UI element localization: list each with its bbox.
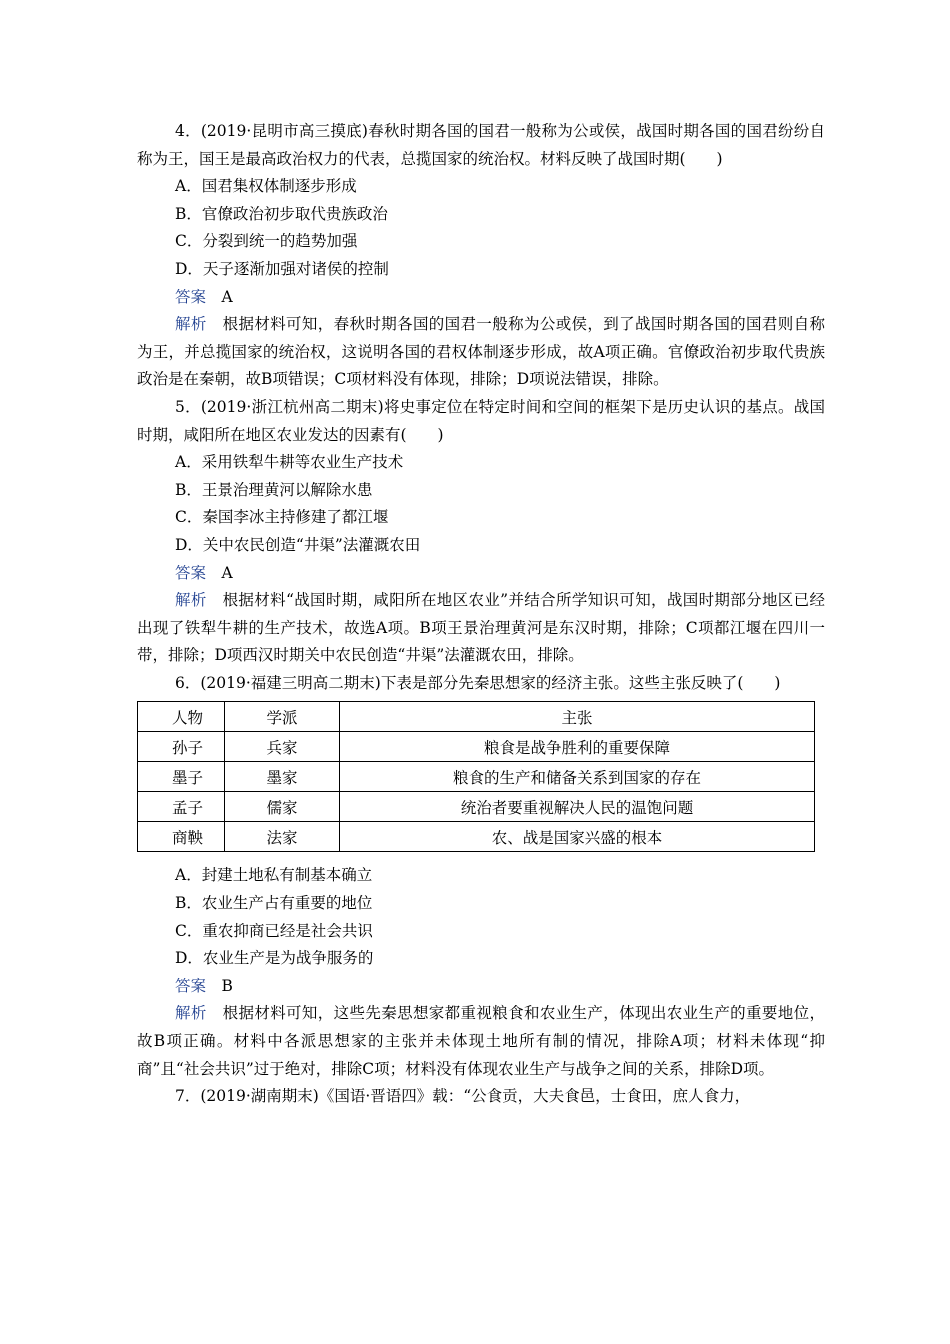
answer-value: B [221,976,233,995]
question-4-answer [137,284,825,312]
question-7-stem: 7．(2019·湖南期末)《国语·晋语四》载：“公食贡，大夫食邑，士食田，庶人食力， [175,1087,751,1106]
table-cell: 墨子 [138,762,225,792]
table-cell: 农、战是国家兴盛的根本 [340,822,815,852]
question-5-answer [137,560,825,588]
answer-label: 答案 [175,976,207,995]
table-cell: 商鞅 [138,822,225,852]
question-6-option-b: B．农业生产占有重要的地位 [175,894,373,913]
question-4-stem: 4．(2019·昆明市高三摸底)春秋时期各国的国君一般称为公或侯，战国时期各国的国君纷纷自称为王，国王是最高政治权力的代表，总揽国家的统治权。材料反映了战国时期( ) [137,122,825,168]
table-cell: 儒家 [225,792,340,822]
analysis-label: 解析 [175,1004,207,1023]
table-header-cell: 主张 [340,702,815,732]
question-4-option-c: C．分裂到统一的趋势加强 [175,232,358,251]
table-cell: 法家 [225,822,340,852]
question-4-analysis [137,311,825,394]
question-4-option-d: D．天子逐渐加强对诸侯的控制 [175,259,389,278]
question-6-analysis [137,1000,825,1083]
table-cell: 孙子 [138,732,225,762]
table-header-cell: 学派 [225,702,340,732]
question-5-option-a: A．采用铁犁牛耕等农业生产技术 [175,453,404,472]
question-6-stem: 6．(2019·福建三明高二期末)下表是部分先秦思想家的经济主张。这些主张反映了( ) [175,673,781,692]
question-6-option-d: D．农业生产是为战争服务的 [175,949,374,968]
table-row [138,762,815,792]
answer-value: A [221,563,233,582]
table-row [138,732,815,762]
answer-value: A [221,287,233,306]
table-cell: 粮食的生产和储备关系到国家的存在 [340,762,815,792]
analysis-text: 根据材料“战国时期，咸阳所在地区农业”并结合所学知识可知，战国时期部分地区已经出现了铁犁牛耕的生产技术，故选A项。B项王景治理黄河是东汉时期，排除；C项都江堰在四川一带，排除；D项西汉时期关中农民创造“井渠”法灌溉农田，排除。 [137,591,825,665]
analysis-text: 根据材料可知，春秋时期各国的国君一般称为公或侯，到了战国时期各国的国君则自称为王，并总揽国家的统治权，这说明各国的君权体制逐步形成，故A项正确。官僚政治初步取代贵族政治是在秦朝，故B项错误；C项材料没有体现，排除；D项说法错误，排除。 [137,315,825,389]
question-6-option-a: A．封建土地私有制基本确立 [175,866,373,885]
question-4-option-a: A．国君集权体制逐步形成 [175,177,357,196]
table-header-cell: 人物 [138,702,225,732]
table-cell: 粮食是战争胜利的重要保障 [340,732,815,762]
question-6-answer [137,973,825,1001]
analysis-text: 根据材料可知，这些先秦思想家都重视粮食和农业生产，体现出农业生产的重要地位，故B项正确。材料中各派思想家的主张并未体现土地所有制的情况，排除A项；材料未体现“抑商”且“社会共识”过于绝对，排除C项；材料没有体现农业生产与战争之间的关系，排除D项。 [137,1004,825,1078]
table-cell: 兵家 [225,732,340,762]
table-row [138,792,815,822]
table-header-row [138,702,815,732]
thinkers-table [137,701,815,852]
question-5-option-c: C．秦国李冰主持修建了都江堰 [175,508,389,527]
question-5-analysis [137,587,825,670]
table-cell: 统治者要重视解决人民的温饱问题 [340,792,815,822]
table-cell: 墨家 [225,762,340,792]
document-body [137,118,825,1111]
table-row [138,822,815,852]
answer-label: 答案 [175,287,207,306]
analysis-label: 解析 [175,591,207,610]
question-5-option-d: D．关中农民创造“井渠”法灌溉农田 [175,535,421,554]
question-4-option-b: B．官僚政治初步取代贵族政治 [175,204,388,223]
question-5-stem: 5．(2019·浙江杭州高二期末)将史事定位在特定时间和空间的框架下是历史认识的基点。战国时期，咸阳所在地区农业发达的因素有( ) [137,397,825,444]
question-5-option-b: B．王景治理黄河以解除水患 [175,480,373,499]
answer-label: 答案 [175,563,207,582]
question-6-option-c: C．重农抑商已经是社会共识 [175,921,373,940]
table-cell: 孟子 [138,792,225,822]
analysis-label: 解析 [175,315,207,334]
